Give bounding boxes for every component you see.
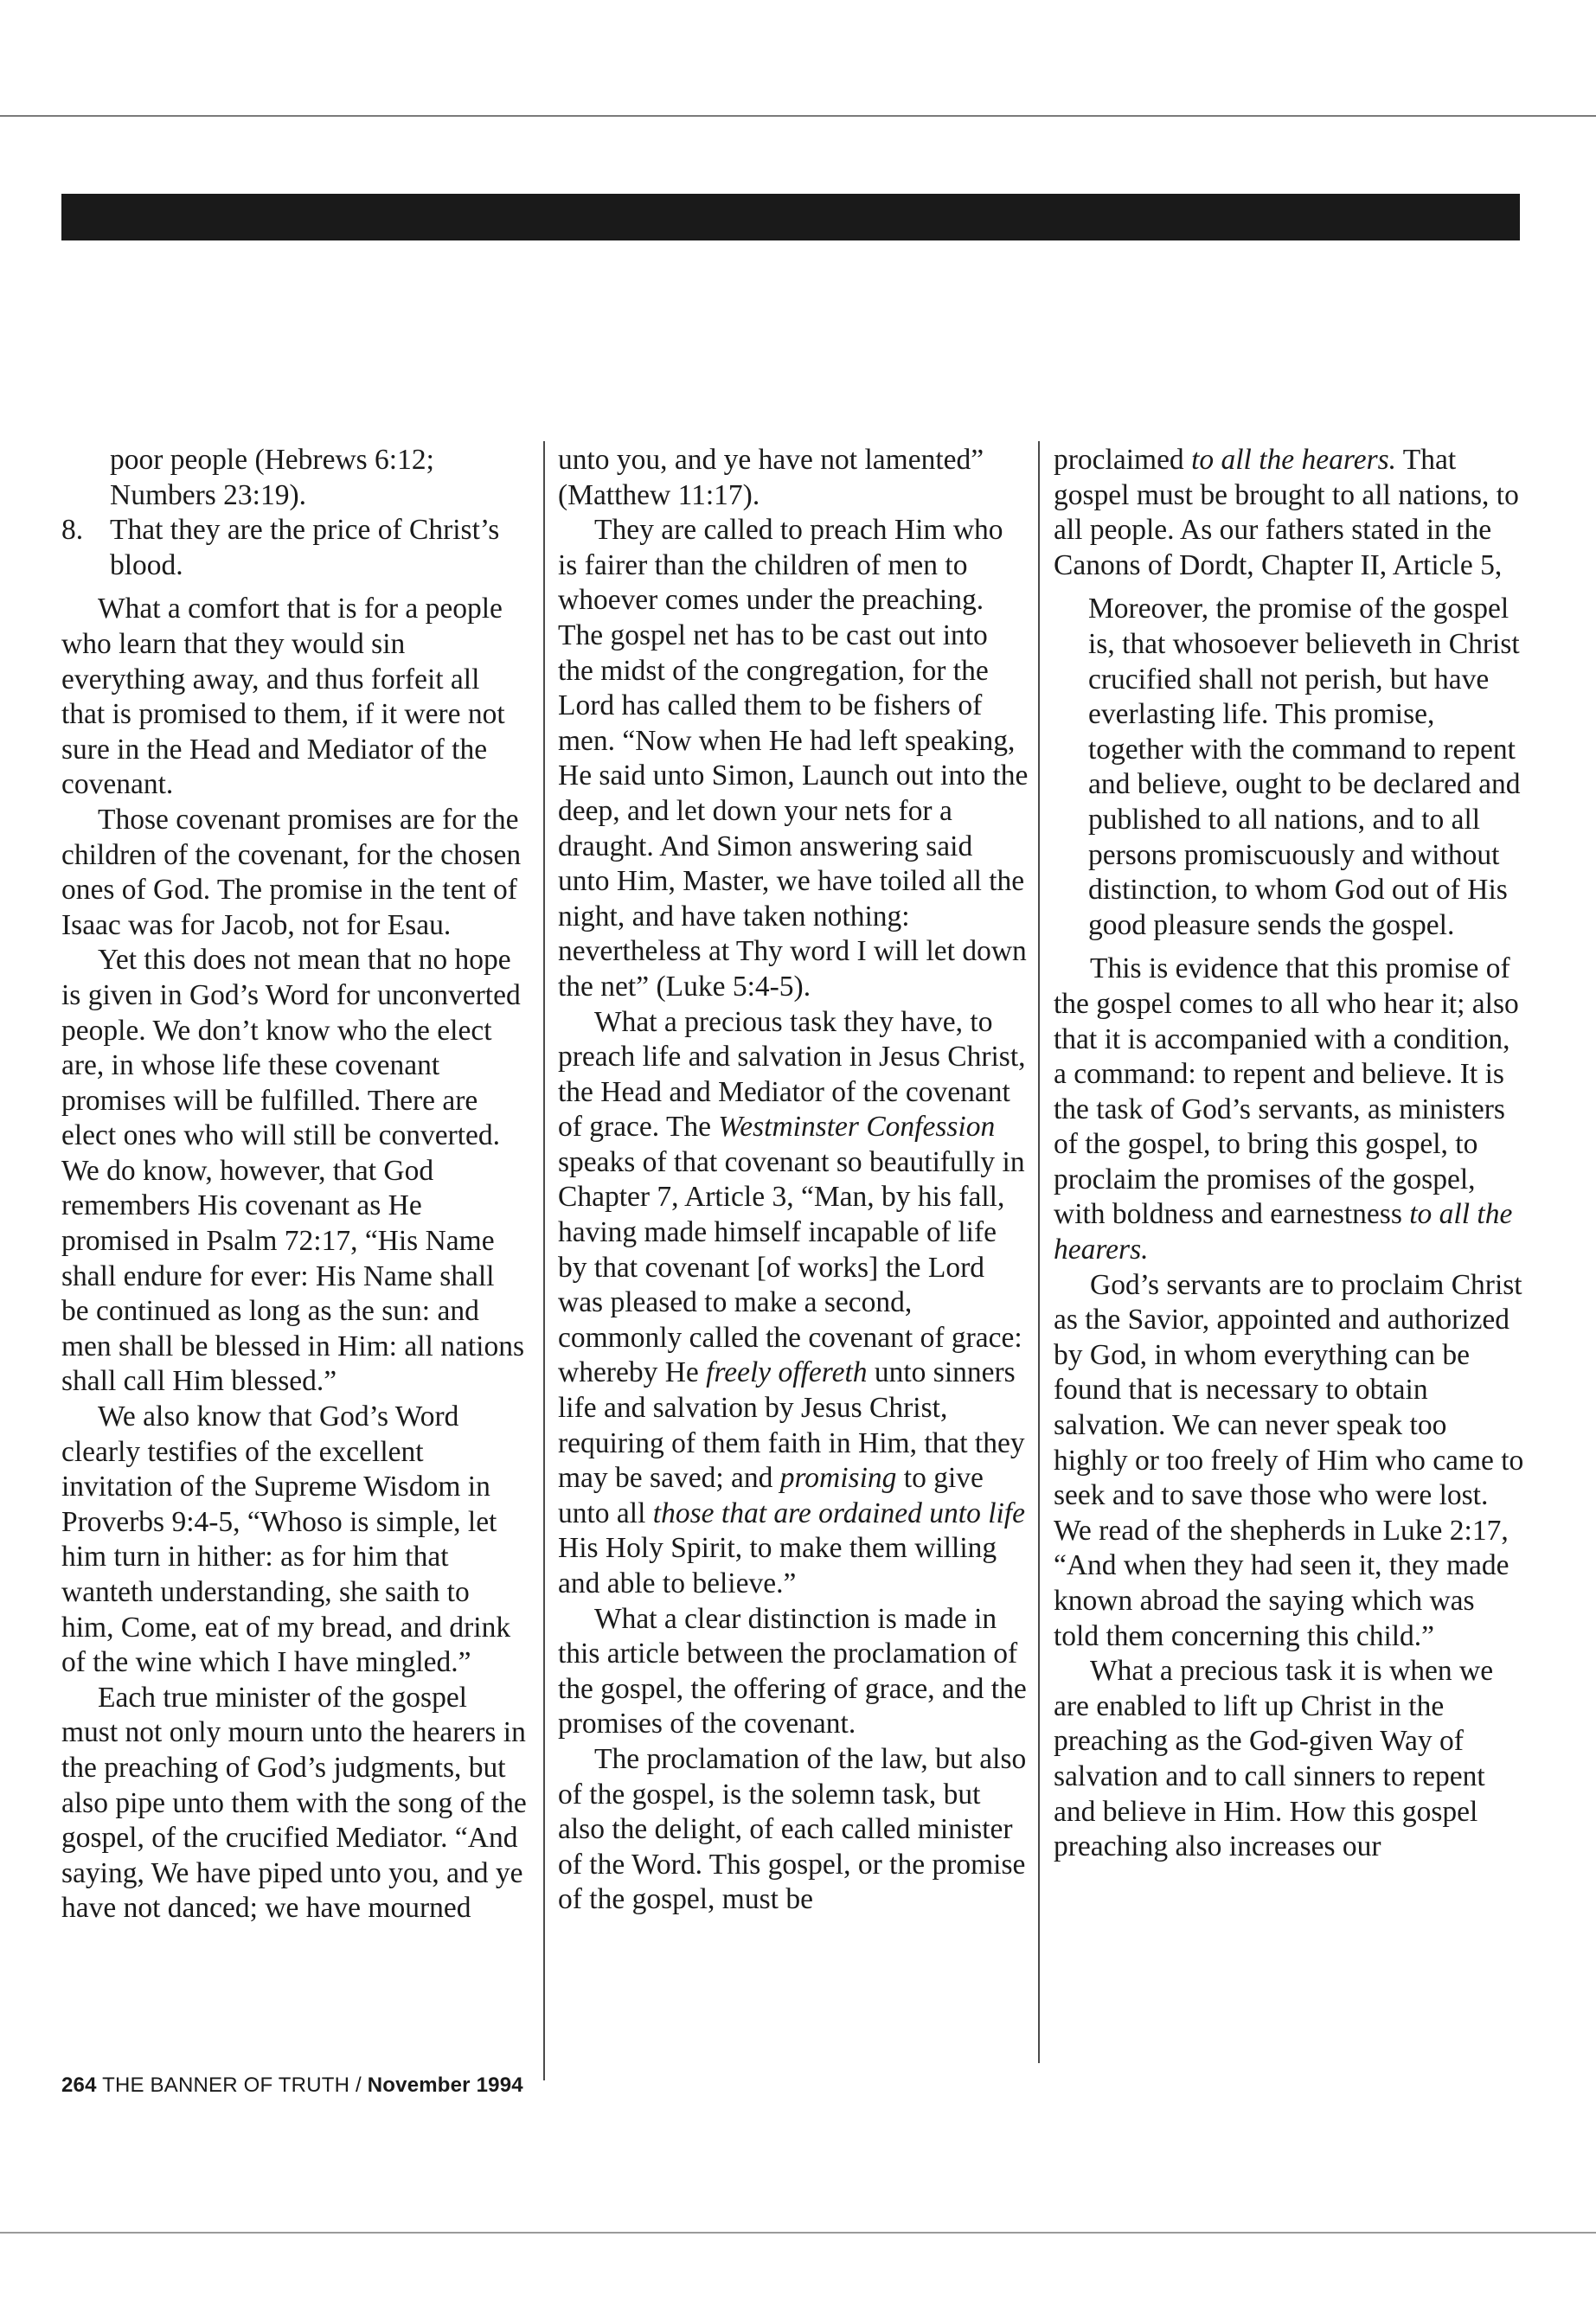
- paragraph: What a precious task it is when we are enabled to lift up Christ in the preaching as the God-given Way of salvation and to call sinners to repent and believe in Him. How this gospel preaching also increases our: [1054, 1655, 1494, 1863]
- issue-date: November 1994: [367, 2073, 523, 2097]
- header-bar: [61, 194, 1520, 240]
- paragraph: This is evidence that this promise of the gospel comes to all who hear it; also that it is accompanied with a condition, a command: to repent and believe. It is the task of God’s servants, as ministers of the gospel, to bring this gospel, to proclaim the promises of the gospel, with boldness and earnestness to all the hearers.: [1054, 952, 1519, 1266]
- text-column-3: [1054, 443, 1525, 1865]
- emphasis: to all the hearers.: [1054, 1198, 1513, 1266]
- emphasis: those that are ordained unto life: [652, 1497, 1025, 1529]
- paragraph: Each true minister of the gospel must not only mourn unto the hearers in the preaching of God’s judgments, but also pipe unto them with the song of the gospel, of the crucified Mediator. “And saying, We have piped unto you, and ye have not danced; we have mourned: [61, 1681, 527, 1925]
- paragraph: What a precious task they have, to preach life and salvation in Jesus Christ, the Head and Mediator of the covenant of grace. The Westminster Confession speaks of that covenant so beautifully in Chapter 7, Article 3, “Man, by his fall, having made himself incapable of life by that covenant [of works] the Lord was pleased to make a second, commonly called the covenant of grace: whereby He freely offereth unto sinners life and salvation by Jesus Christ, requiring of them faith in Him, that they may be saved; and promising to give unto all those that are ordained unto life His Holy Spirit, to make them willing and able to believe.”: [558, 1005, 1026, 1599]
- text-column-2: [558, 443, 1029, 1918]
- paragraph: What a clear distinction is made in this article between the proclamation of the gospel, the offering of grace, and the promises of the covenant.: [558, 1602, 1027, 1740]
- list-number: 8.: [61, 514, 84, 547]
- paragraph-continuation: proclaimed to all the hearers. That gospel must be brought to all nations, to all people. As our fathers stated in the Canons of Dordt, Chapter II, Article 5,: [1054, 444, 1519, 581]
- paragraph: Those covenant promises are for the children of the covenant, for the chosen ones of God. The promise in the tent of Isaac was for Jacob, not for Esau.: [61, 803, 522, 941]
- paragraph-continuation: poor people (Hebrews 6:12; Numbers 23:19).: [110, 444, 434, 511]
- top-rule: [0, 115, 1596, 117]
- page-footer: [61, 2073, 523, 2098]
- book-title: Westminster Confession: [718, 1111, 996, 1144]
- list-item-text: That they are the price of Christ’s blood.: [110, 514, 500, 581]
- emphasis: freely offereth: [706, 1356, 868, 1389]
- block-quote: Moreover, the promise of the gospel is, that whosoever believeth in Christ crucified shall not perish, but have everlasting life. This promise, together with the command to repent and believe, ought to be declared and published to all nations, and to all persons promiscuously and without distinction, to whom God out of His good pleasure sends the gospel.: [1088, 593, 1521, 941]
- paragraph: Yet this does not mean that no hope is given in God’s Word for unconverted people. We don’t know who the elect are, in whose life these covenant promises will be fulfilled. There are elect ones who will still be converted. We do know, however, that God remembers His covenant as He promised in Psalm 72:17, “His Name shall endure for ever: His Name shall be continued as long as the sun: and men shall be blessed in Him: all nations shall call Him blessed.”: [61, 944, 524, 1398]
- paragraph: We also know that God’s Word clearly testifies of the excellent invitation of the Supreme Wisdom in Proverbs 9:4-5, “Whoso is simple, let him turn in hither: as for him that wanteth understanding, she saith to him, Come, eat of my bread, and drink of the wine which I have mingled.”: [61, 1400, 511, 1679]
- bottom-rule: [0, 2232, 1596, 2234]
- publication-name: THE BANNER OF TRUTH /: [102, 2073, 362, 2097]
- column-divider: [1038, 441, 1040, 2063]
- list-item: [61, 513, 529, 583]
- emphasis: to all the hearers.: [1191, 444, 1397, 476]
- paragraph: The proclamation of the law, but also of the gospel, is the solemn task, but also the delight, of each called minister of the Word. This gospel, or the promise of the gospel, must be: [558, 1742, 1027, 1916]
- paragraph: They are called to preach Him who is fairer than the children of men to whoever comes under the preaching. The gospel net has to be cast out into the midst of the congregation, for the Lord has called them to be fishers of men. “Now when He had left speaking, He said unto Simon, Launch out into the deep, and let down your nets for a draught. And Simon answering said unto Him, Master, we have toiled all the night, and have taken nothing: nevertheless at Thy word I will let down the net” (Luke 5:4-5).: [558, 514, 1029, 1003]
- page-number: 264: [61, 2073, 97, 2097]
- paragraph-continuation: unto you, and ye have not lamented” (Matthew 11:17).: [558, 444, 984, 511]
- text-column-1: [61, 443, 529, 1926]
- paragraph: What a comfort that is for a people who learn that they would sin everything away, and thus forfeit all that is promised to them, if it were not sure in the Head and Mediator of the covenant.: [61, 593, 505, 801]
- emphasis: promising: [779, 1462, 897, 1495]
- column-divider: [543, 441, 545, 2080]
- paragraph: God’s servants are to proclaim Christ as the Savior, appointed and authorized by God, in whom everything can be found that is necessary to obtain salvation. We can never speak too highly or too freely of Him who came to seek and to save those who were lost. We read of the shepherds in Luke 2:17, “And when they had seen it, they made known abroad the saying which was told them concerning this child.”: [1054, 1268, 1524, 1652]
